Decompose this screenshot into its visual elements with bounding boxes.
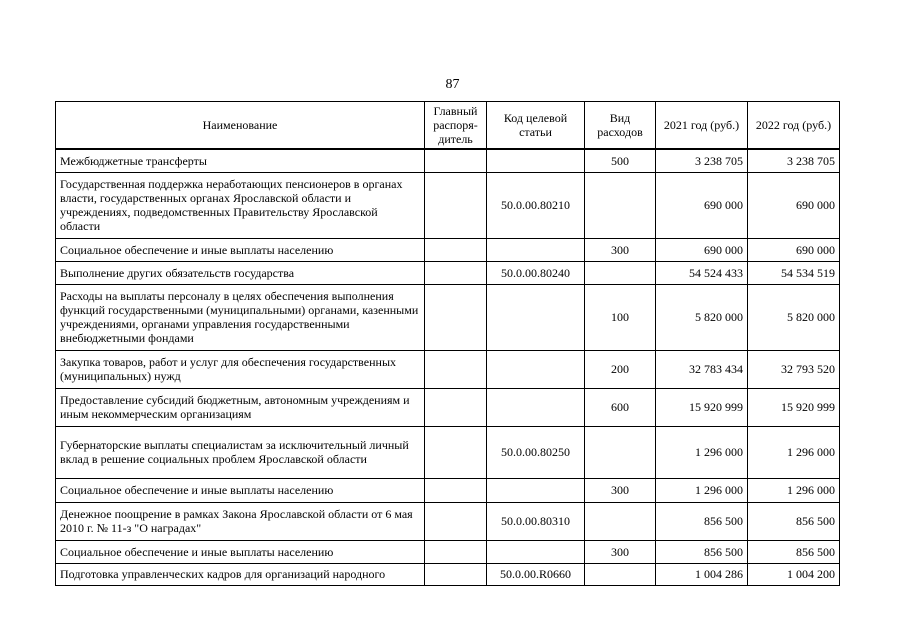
row-2021: 15 920 999 [656,388,748,426]
table-header-row [56,102,840,150]
table-row [56,238,840,261]
row-dept [425,238,487,261]
row-2021: 5 820 000 [656,284,748,350]
header-name: Наименование [56,102,425,150]
row-code [487,149,585,172]
row-name: Межбюджетные трансферты [56,149,425,172]
row-code [487,350,585,388]
table-row [56,149,840,172]
row-kind [585,563,656,585]
row-2022: 15 920 999 [748,388,840,426]
row-2022: 690 000 [748,172,840,238]
row-kind [585,502,656,540]
budget-table [55,101,840,586]
row-code [487,478,585,502]
row-kind: 300 [585,478,656,502]
table-row [56,426,840,478]
row-name: Губернаторские выплаты специалистам за исключительный личный вклад в решение социальных проблем Ярославской области [56,426,425,478]
row-name: Социальное обеспечение и иные выплаты населению [56,238,425,261]
row-code [487,284,585,350]
header-2022: 2022 год (руб.) [748,102,840,150]
row-code [487,238,585,261]
row-2021: 856 500 [656,502,748,540]
row-2021: 1 004 286 [656,563,748,585]
row-code: 50.0.00.80310 [487,502,585,540]
row-kind: 600 [585,388,656,426]
row-dept [425,388,487,426]
row-code [487,540,585,563]
row-2022: 3 238 705 [748,149,840,172]
row-name: Социальное обеспечение и иные выплаты населению [56,540,425,563]
row-dept [425,149,487,172]
table-row [56,261,840,284]
header-dept: Главный распоря-дитель [425,102,487,150]
row-2021: 690 000 [656,172,748,238]
row-2022: 1 004 200 [748,563,840,585]
row-2022: 1 296 000 [748,426,840,478]
row-dept [425,540,487,563]
row-kind [585,426,656,478]
row-kind [585,172,656,238]
table-row [56,388,840,426]
table-row [56,172,840,238]
table-row [56,502,840,540]
row-name: Подготовка управленческих кадров для организаций народного [56,563,425,585]
row-2021: 690 000 [656,238,748,261]
row-2022: 54 534 519 [748,261,840,284]
row-code: 50.0.00.80250 [487,426,585,478]
row-dept [425,426,487,478]
table-row [56,478,840,502]
page-number: 87 [445,77,460,92]
header-code: Код целевой статьи [487,102,585,150]
row-2022: 856 500 [748,540,840,563]
row-name: Предоставление субсидий бюджетным, автономным учреждениям и иным некоммерческим организациям [56,388,425,426]
row-2022: 1 296 000 [748,478,840,502]
row-dept [425,563,487,585]
row-2021: 1 296 000 [656,478,748,502]
row-2022: 32 793 520 [748,350,840,388]
row-kind: 100 [585,284,656,350]
row-2021: 54 524 433 [656,261,748,284]
row-name: Закупка товаров, работ и услуг для обеспечения государственных (муниципальных) нужд [56,350,425,388]
header-kind: Вид расходов [585,102,656,150]
row-dept [425,502,487,540]
row-kind: 200 [585,350,656,388]
row-kind: 300 [585,238,656,261]
row-2021: 1 296 000 [656,426,748,478]
table-row [56,563,840,585]
row-name: Денежное поощрение в рамках Закона Ярославской области от 6 мая 2010 г. № 11-з "О наградах" [56,502,425,540]
row-2022: 856 500 [748,502,840,540]
row-code [487,388,585,426]
row-dept [425,261,487,284]
row-dept [425,284,487,350]
row-kind [585,261,656,284]
row-name: Расходы на выплаты персоналу в целях обеспечения выполнения функций государственными (муниципальными) органами, казенными учреждениями, органами управления государственными внебюджетными фондами [56,284,425,350]
row-name: Выполнение других обязательств государства [56,261,425,284]
row-2021: 32 783 434 [656,350,748,388]
table-row [56,350,840,388]
row-kind: 500 [585,149,656,172]
row-2021: 3 238 705 [656,149,748,172]
row-code: 50.0.00.80240 [487,261,585,284]
table-row [56,284,840,350]
table-row [56,540,840,563]
row-2021: 856 500 [656,540,748,563]
row-dept [425,172,487,238]
row-name: Социальное обеспечение и иные выплаты населению [56,478,425,502]
row-code: 50.0.00.R0660 [487,563,585,585]
row-code: 50.0.00.80210 [487,172,585,238]
row-kind: 300 [585,540,656,563]
row-2022: 5 820 000 [748,284,840,350]
row-dept [425,478,487,502]
row-dept [425,350,487,388]
row-name: Государственная поддержка неработающих пенсионеров в органах власти, государственных органах Ярославской области и учреждениях, подведомственных Правительству Ярославской области [56,172,425,238]
row-2022: 690 000 [748,238,840,261]
header-2021: 2021 год (руб.) [656,102,748,150]
